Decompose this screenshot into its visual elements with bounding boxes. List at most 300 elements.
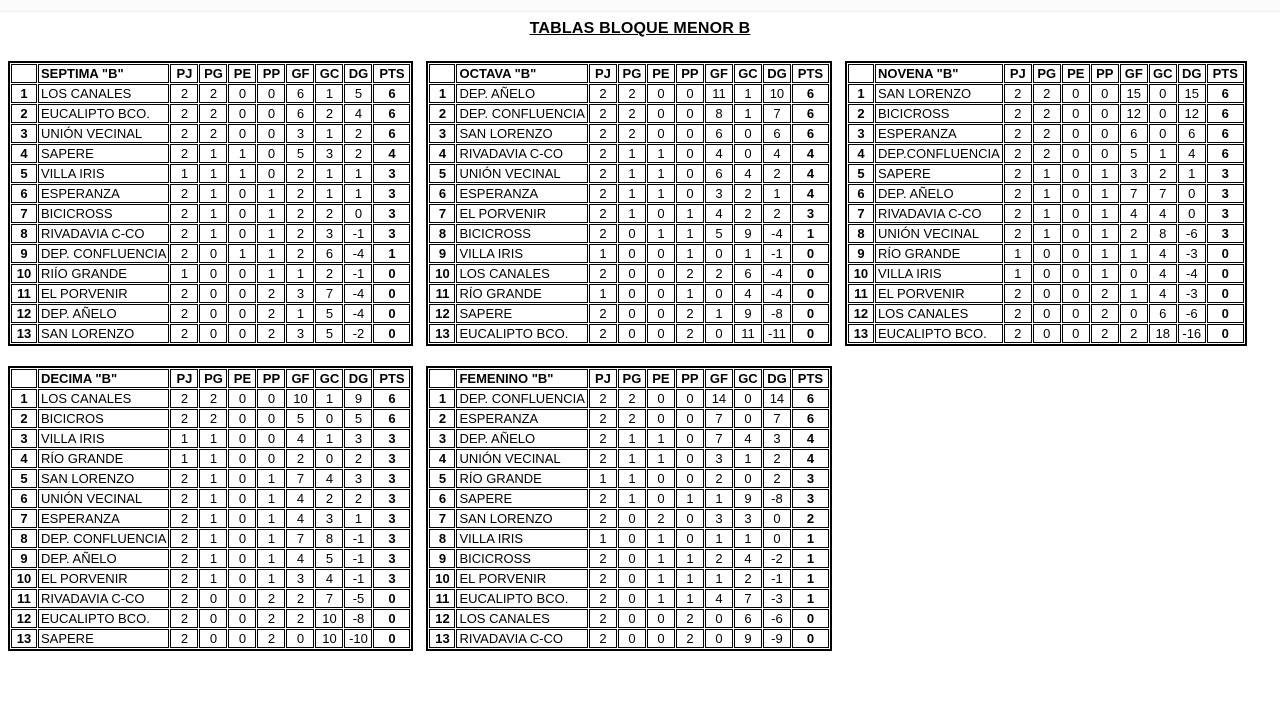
stat-gf-cell: 1 — [705, 529, 733, 548]
stat-dg-cell: -10 — [344, 629, 372, 648]
column-header-pg: PG — [618, 64, 646, 83]
stat-dg-cell: 9 — [344, 389, 372, 408]
stat-pe-cell: 0 — [228, 104, 256, 123]
position-cell: 2 — [429, 104, 455, 123]
stat-dg-cell: 1 — [763, 184, 791, 203]
stat-dg-cell: -1 — [763, 569, 791, 588]
stat-pg-cell: 2 — [1033, 144, 1061, 163]
stat-pg-cell: 0 — [618, 529, 646, 548]
stat-pp-cell: 1 — [257, 244, 285, 263]
points-cell: 0 — [792, 304, 829, 323]
stat-pg-cell: 0 — [199, 244, 227, 263]
stat-pe-cell: 1 — [647, 529, 675, 548]
table-row — [848, 224, 1244, 243]
stat-pg-cell: 1 — [199, 449, 227, 468]
stat-pj-cell: 2 — [589, 429, 617, 448]
stat-dg-cell: 0 — [1178, 184, 1206, 203]
team-name-cell: SAN LORENZO — [456, 509, 587, 528]
stat-pg-cell: 0 — [618, 569, 646, 588]
points-cell: 6 — [373, 409, 410, 428]
stat-pg-cell: 1 — [199, 204, 227, 223]
table-row — [11, 629, 410, 648]
team-name-cell: DEP. CONFLUENCIA — [456, 389, 587, 408]
team-name-cell: SAN LORENZO — [456, 124, 587, 143]
position-cell: 12 — [848, 304, 874, 323]
position-cell: 1 — [848, 84, 874, 103]
table-row — [429, 184, 828, 203]
stat-gc-cell: 5 — [315, 304, 343, 323]
stat-pp-cell: 1 — [676, 549, 704, 568]
points-cell: 1 — [792, 549, 829, 568]
column-header-pj: PJ — [170, 369, 198, 388]
points-cell: 0 — [1207, 244, 1244, 263]
stat-pe-cell: 0 — [1062, 84, 1090, 103]
table-row — [429, 449, 828, 468]
stat-pg-cell: 2 — [618, 389, 646, 408]
stat-pg-cell: 2 — [618, 84, 646, 103]
stat-gc-cell: 8 — [315, 529, 343, 548]
stat-pe-cell: 0 — [647, 124, 675, 143]
stat-pj-cell: 2 — [1004, 184, 1032, 203]
stat-gf-cell: 6 — [1120, 124, 1148, 143]
stat-pj-cell: 1 — [170, 449, 198, 468]
stat-pe-cell: 0 — [1062, 224, 1090, 243]
position-cell: 4 — [429, 449, 455, 468]
stat-gc-cell: 5 — [315, 549, 343, 568]
stat-pe-cell: 1 — [228, 144, 256, 163]
stat-dg-cell: 5 — [344, 84, 372, 103]
points-cell: 6 — [792, 84, 829, 103]
stat-gf-cell: 7 — [1120, 184, 1148, 203]
position-cell: 4 — [848, 144, 874, 163]
position-cell: 11 — [11, 589, 37, 608]
stat-gf-cell: 2 — [286, 589, 314, 608]
stat-gf-cell: 3 — [286, 324, 314, 343]
table-title-cell: FEMENINO "B" — [456, 369, 587, 388]
stat-pe-cell: 0 — [228, 124, 256, 143]
team-name-cell: SAPERE — [456, 489, 587, 508]
team-name-cell: EUCALIPTO BCO. — [456, 324, 587, 343]
stat-gc-cell: 4 — [734, 164, 762, 183]
stat-pj-cell: 2 — [589, 184, 617, 203]
stat-gf-cell: 3 — [1120, 164, 1148, 183]
stat-gf-cell: 5 — [705, 224, 733, 243]
team-name-cell: SAPERE — [875, 164, 1003, 183]
points-cell: 3 — [373, 489, 410, 508]
team-name-cell: BICICROS — [38, 409, 169, 428]
table-row — [11, 244, 410, 263]
position-cell: 4 — [429, 144, 455, 163]
position-cell: 8 — [848, 224, 874, 243]
position-cell: 4 — [11, 449, 37, 468]
stat-pg-cell: 1 — [199, 184, 227, 203]
team-name-cell: DEP. AÑELO — [38, 549, 169, 568]
column-header-pp: PP — [676, 369, 704, 388]
stat-dg-cell: 1 — [344, 164, 372, 183]
stat-pe-cell: 0 — [228, 224, 256, 243]
team-name-cell: SAPERE — [38, 629, 169, 648]
stat-pe-cell: 0 — [1062, 144, 1090, 163]
stat-gc-cell: 6 — [315, 244, 343, 263]
table-row — [429, 84, 828, 103]
stat-pj-cell: 2 — [170, 204, 198, 223]
stat-pj-cell: 2 — [589, 264, 617, 283]
stat-pj-cell: 2 — [589, 124, 617, 143]
stat-gf-cell: 2 — [705, 469, 733, 488]
points-cell: 6 — [1207, 104, 1244, 123]
position-cell: 11 — [429, 589, 455, 608]
stat-pg-cell: 1 — [199, 224, 227, 243]
stat-pg-cell: 0 — [199, 609, 227, 628]
stat-gc-cell: 0 — [734, 389, 762, 408]
stat-pp-cell: 0 — [1091, 124, 1119, 143]
team-name-cell: RIÍO GRANDE — [38, 264, 169, 283]
stat-dg-cell: -3 — [1178, 244, 1206, 263]
position-cell: 3 — [11, 124, 37, 143]
stat-pj-cell: 2 — [170, 589, 198, 608]
position-cell: 4 — [11, 144, 37, 163]
points-cell: 0 — [1207, 284, 1244, 303]
stat-pp-cell: 0 — [257, 164, 285, 183]
points-cell: 6 — [792, 124, 829, 143]
points-cell: 6 — [373, 104, 410, 123]
table-row — [848, 144, 1244, 163]
stat-pg-cell: 0 — [618, 629, 646, 648]
stat-dg-cell: -4 — [1178, 264, 1206, 283]
stat-dg-cell: -3 — [1178, 284, 1206, 303]
stat-pe-cell: 0 — [647, 389, 675, 408]
position-cell: 9 — [11, 549, 37, 568]
stat-gc-cell: 3 — [315, 144, 343, 163]
stat-pg-cell: 1 — [199, 549, 227, 568]
stat-dg-cell: -1 — [344, 569, 372, 588]
stat-pe-cell: 0 — [228, 284, 256, 303]
stat-pg-cell: 0 — [618, 324, 646, 343]
stat-pg-cell: 2 — [199, 389, 227, 408]
stat-pp-cell: 2 — [257, 324, 285, 343]
points-cell: 6 — [1207, 84, 1244, 103]
stat-pp-cell: 0 — [257, 429, 285, 448]
corner-cell — [11, 64, 37, 83]
column-header-gf: GF — [1120, 64, 1148, 83]
stat-gc-cell: 6 — [734, 264, 762, 283]
stat-pj-cell: 2 — [589, 324, 617, 343]
stat-pp-cell: 1 — [676, 224, 704, 243]
column-header-gf: GF — [286, 64, 314, 83]
stat-pg-cell: 2 — [199, 104, 227, 123]
stat-gc-cell: 9 — [734, 224, 762, 243]
stat-pp-cell: 0 — [676, 509, 704, 528]
stat-gc-cell: 8 — [1149, 224, 1177, 243]
stat-gc-cell: 1 — [734, 104, 762, 123]
team-name-cell: SAPERE — [38, 144, 169, 163]
stat-pj-cell: 1 — [589, 469, 617, 488]
stat-pj-cell: 2 — [589, 549, 617, 568]
table-row — [11, 144, 410, 163]
team-name-cell: BICICROSS — [456, 549, 587, 568]
stat-pe-cell: 0 — [1062, 184, 1090, 203]
position-cell: 3 — [429, 124, 455, 143]
stat-pe-cell: 0 — [228, 569, 256, 588]
stat-dg-cell: 5 — [344, 409, 372, 428]
stat-pj-cell: 2 — [589, 569, 617, 588]
stat-dg-cell: 3 — [344, 429, 372, 448]
stat-dg-cell: 0 — [344, 204, 372, 223]
corner-cell — [848, 64, 874, 83]
points-cell: 0 — [373, 284, 410, 303]
table-row — [11, 164, 410, 183]
stat-gf-cell: 6 — [705, 124, 733, 143]
stat-pg-cell: 1 — [618, 429, 646, 448]
stat-gf-cell: 0 — [286, 629, 314, 648]
stat-pe-cell: 0 — [1062, 104, 1090, 123]
stat-pj-cell: 1 — [170, 429, 198, 448]
table-row — [429, 509, 828, 528]
stat-dg-cell: -6 — [1178, 224, 1206, 243]
stat-dg-cell: 2 — [763, 164, 791, 183]
position-cell: 10 — [848, 264, 874, 283]
stat-pj-cell: 2 — [1004, 204, 1032, 223]
stat-pg-cell: 1 — [618, 469, 646, 488]
points-cell: 4 — [792, 449, 829, 468]
table-row — [11, 449, 410, 468]
stat-gf-cell: 2 — [286, 164, 314, 183]
position-cell: 12 — [11, 304, 37, 323]
stat-pg-cell: 1 — [199, 429, 227, 448]
stat-dg-cell: -4 — [344, 304, 372, 323]
stat-gf-cell: 2 — [286, 204, 314, 223]
stat-pp-cell: 1 — [1091, 224, 1119, 243]
stat-pg-cell: 2 — [618, 104, 646, 123]
stat-gf-cell: 10 — [286, 389, 314, 408]
stat-pg-cell: 0 — [618, 264, 646, 283]
standings-table-decima-b — [8, 366, 413, 651]
stat-pj-cell: 1 — [170, 164, 198, 183]
stat-gc-cell: 3 — [315, 224, 343, 243]
stat-pj-cell: 2 — [1004, 224, 1032, 243]
stat-gc-cell: 10 — [315, 609, 343, 628]
stat-pe-cell: 0 — [228, 549, 256, 568]
stat-dg-cell: -6 — [1178, 304, 1206, 323]
stat-gc-cell: 1 — [734, 244, 762, 263]
stat-gf-cell: 14 — [705, 389, 733, 408]
stat-pe-cell: 0 — [1062, 264, 1090, 283]
stat-pj-cell: 2 — [170, 84, 198, 103]
stat-pj-cell: 2 — [589, 609, 617, 628]
stat-pj-cell: 2 — [1004, 284, 1032, 303]
stat-dg-cell: 2 — [344, 489, 372, 508]
stat-pg-cell: 1 — [1033, 204, 1061, 223]
table-title-cell: DECIMA "B" — [38, 369, 169, 388]
stat-pp-cell: 2 — [257, 629, 285, 648]
stat-dg-cell: 2 — [344, 124, 372, 143]
stat-gf-cell: 2 — [705, 264, 733, 283]
stat-dg-cell: -1 — [344, 529, 372, 548]
points-cell: 0 — [792, 629, 829, 648]
column-header-pts: PTS — [373, 369, 410, 388]
table-row — [11, 104, 410, 123]
stat-pe-cell: 0 — [228, 324, 256, 343]
stat-pe-cell: 0 — [647, 264, 675, 283]
table-row — [429, 264, 828, 283]
corner-cell — [429, 369, 455, 388]
stat-pg-cell: 1 — [1033, 224, 1061, 243]
column-header-gc: GC — [315, 64, 343, 83]
position-cell: 12 — [429, 304, 455, 323]
header-row — [429, 369, 828, 388]
stat-gf-cell: 0 — [705, 244, 733, 263]
stat-pp-cell: 0 — [676, 124, 704, 143]
stat-dg-cell: -8 — [763, 489, 791, 508]
stat-pj-cell: 2 — [170, 529, 198, 548]
stat-gf-cell: 1 — [705, 569, 733, 588]
column-header-pts: PTS — [792, 64, 829, 83]
stat-dg-cell: -8 — [763, 304, 791, 323]
column-header-pts: PTS — [1207, 64, 1244, 83]
points-cell: 0 — [1207, 324, 1244, 343]
stat-pj-cell: 2 — [589, 204, 617, 223]
stat-gc-cell: 1 — [734, 529, 762, 548]
stat-gf-cell: 5 — [1120, 144, 1148, 163]
position-cell: 12 — [11, 609, 37, 628]
stat-gc-cell: 0 — [1149, 104, 1177, 123]
points-cell: 6 — [373, 124, 410, 143]
stat-pj-cell: 2 — [1004, 104, 1032, 123]
stat-pe-cell: 0 — [647, 489, 675, 508]
position-cell: 1 — [429, 389, 455, 408]
position-cell: 6 — [848, 184, 874, 203]
stat-pp-cell: 0 — [676, 469, 704, 488]
stat-pe-cell: 0 — [228, 529, 256, 548]
team-name-cell: VILLA IRIS — [456, 244, 587, 263]
stat-gf-cell: 1 — [1120, 284, 1148, 303]
stat-pj-cell: 2 — [170, 509, 198, 528]
stat-pe-cell: 0 — [647, 84, 675, 103]
position-cell: 2 — [429, 409, 455, 428]
stat-pp-cell: 0 — [676, 144, 704, 163]
stat-gf-cell: 5 — [286, 144, 314, 163]
team-name-cell: DEP. AÑELO — [875, 184, 1003, 203]
stat-pj-cell: 2 — [589, 84, 617, 103]
stat-dg-cell: -1 — [763, 244, 791, 263]
stat-dg-cell: 7 — [763, 409, 791, 428]
team-name-cell: ESPERANZA — [875, 124, 1003, 143]
stat-pj-cell: 2 — [170, 144, 198, 163]
stat-gc-cell: 7 — [734, 589, 762, 608]
column-header-pp: PP — [676, 64, 704, 83]
stat-gf-cell: 15 — [1120, 84, 1148, 103]
stat-gc-cell: 4 — [734, 549, 762, 568]
team-name-cell: DEP. CONFLUENCIA — [456, 104, 587, 123]
header-row — [848, 64, 1244, 83]
stat-dg-cell: -4 — [763, 284, 791, 303]
stat-gc-cell: 9 — [734, 489, 762, 508]
points-cell: 4 — [792, 164, 829, 183]
stat-pg-cell: 0 — [199, 264, 227, 283]
points-cell: 3 — [792, 489, 829, 508]
team-name-cell: UNIÓN VECINAL — [456, 164, 587, 183]
team-name-cell: EUCALIPTO BCO. — [875, 324, 1003, 343]
stat-dg-cell: 1 — [344, 509, 372, 528]
stat-pe-cell: 0 — [1062, 244, 1090, 263]
stat-pg-cell: 0 — [1033, 244, 1061, 263]
table-row — [11, 284, 410, 303]
stat-pg-cell: 0 — [618, 224, 646, 243]
points-cell: 4 — [373, 144, 410, 163]
position-cell: 13 — [11, 324, 37, 343]
points-cell: 1 — [792, 224, 829, 243]
stat-dg-cell: -8 — [344, 609, 372, 628]
stat-pj-cell: 2 — [170, 569, 198, 588]
stat-gf-cell: 2 — [286, 184, 314, 203]
stat-pp-cell: 1 — [1091, 264, 1119, 283]
column-header-gc: GC — [734, 369, 762, 388]
stat-gf-cell: 2 — [705, 549, 733, 568]
table-row — [11, 184, 410, 203]
standings-table-septima-b — [8, 61, 413, 346]
stat-gf-cell: 4 — [286, 509, 314, 528]
stat-pj-cell: 2 — [170, 389, 198, 408]
stat-gf-cell: 2 — [1120, 224, 1148, 243]
table-row — [429, 469, 828, 488]
team-name-cell: RÍO GRANDE — [875, 244, 1003, 263]
stat-dg-cell: 7 — [763, 104, 791, 123]
stat-gc-cell: 1 — [315, 164, 343, 183]
stat-gc-cell: 0 — [1149, 124, 1177, 143]
stat-gc-cell: 2 — [734, 569, 762, 588]
stat-gc-cell: 7 — [315, 589, 343, 608]
stat-pe-cell: 0 — [228, 84, 256, 103]
stat-pg-cell: 2 — [618, 409, 646, 428]
stat-pg-cell: 0 — [199, 589, 227, 608]
stat-pg-cell: 1 — [1033, 164, 1061, 183]
team-name-cell: BICICROSS — [456, 224, 587, 243]
stat-pe-cell: 1 — [647, 224, 675, 243]
stat-gc-cell: 4 — [1149, 204, 1177, 223]
stat-pj-cell: 2 — [170, 284, 198, 303]
stat-pg-cell: 2 — [1033, 84, 1061, 103]
stat-dg-cell: 2 — [763, 449, 791, 468]
column-header-gc: GC — [315, 369, 343, 388]
position-cell: 11 — [848, 284, 874, 303]
stat-gc-cell: 4 — [315, 569, 343, 588]
points-cell: 0 — [373, 304, 410, 323]
position-cell: 5 — [848, 164, 874, 183]
standings-table-femenino-b — [426, 366, 831, 651]
column-header-pg: PG — [199, 64, 227, 83]
team-name-cell: SAPERE — [456, 304, 587, 323]
stat-pj-cell: 2 — [1004, 84, 1032, 103]
points-cell: 3 — [373, 469, 410, 488]
stat-gf-cell: 4 — [705, 204, 733, 223]
stat-pe-cell: 0 — [647, 629, 675, 648]
stat-pj-cell: 2 — [170, 244, 198, 263]
stat-pg-cell: 1 — [618, 449, 646, 468]
stat-pp-cell: 1 — [1091, 204, 1119, 223]
stat-pg-cell: 0 — [618, 549, 646, 568]
stat-pp-cell: 0 — [257, 124, 285, 143]
stat-pg-cell: 1 — [199, 144, 227, 163]
stat-gc-cell: 2 — [315, 204, 343, 223]
position-cell: 7 — [429, 204, 455, 223]
position-cell: 7 — [11, 509, 37, 528]
stat-gc-cell: 0 — [315, 449, 343, 468]
stat-pg-cell: 0 — [199, 304, 227, 323]
table-row — [429, 569, 828, 588]
stat-pj-cell: 1 — [589, 529, 617, 548]
stat-gf-cell: 7 — [705, 429, 733, 448]
stat-gf-cell: 2 — [286, 224, 314, 243]
